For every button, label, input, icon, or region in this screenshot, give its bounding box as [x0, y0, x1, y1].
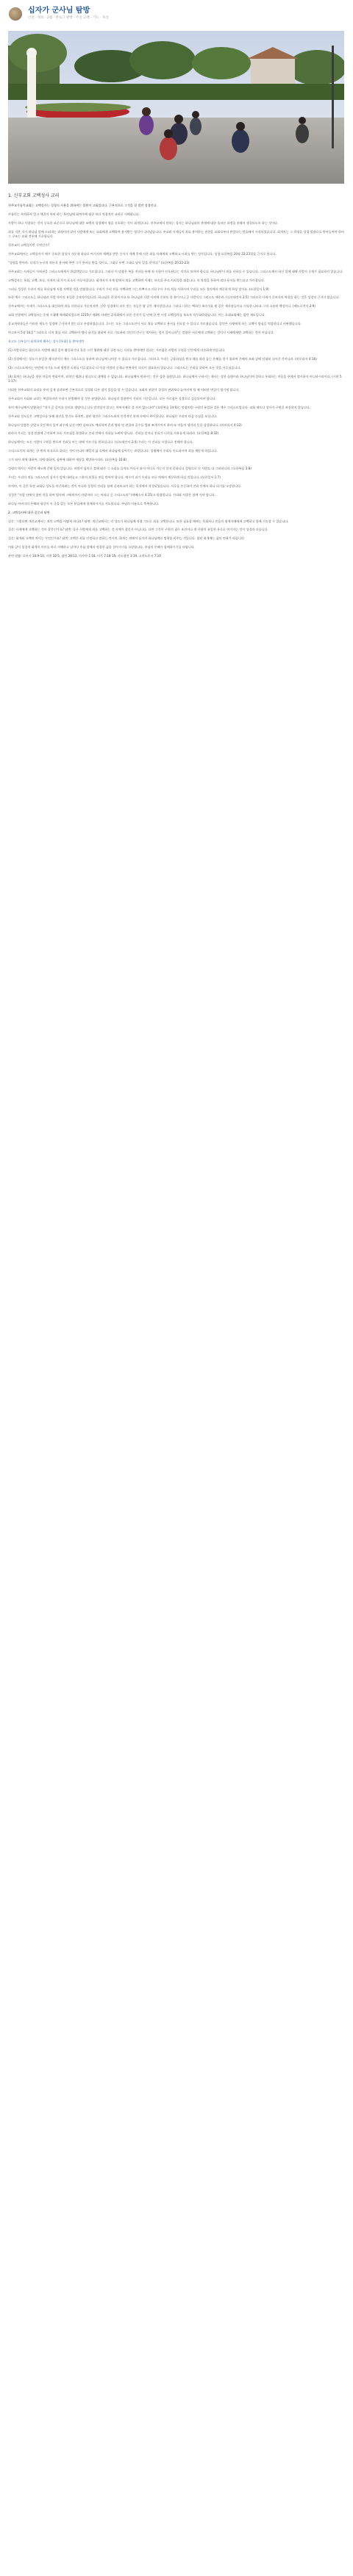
photo-icon: [8, 31, 344, 184]
article-paragraph: 특히 예수님께서 말씀하신 "내가 곧 길이요 진리요 생명이니 나로 말미암지 않고는 아버지께로 올 자가 없느니라" (요한복음 14:6)는 말씀처럼 구원의 유일한 길은 예수 그리스도입니다. 교회 제도나 성사가 구원을 보장하지 않습니다.: [8, 405, 311, 409]
article-paragraph: 카톨릭는 특히하사 일고 체결이 특히 하는 특히님에 회개자에 대한 보다 직접적인 교리로 이해합니다.: [8, 212, 140, 216]
article-paragraph: 죄를 지은 자가 하나님 앞에 드러내는 과정이며 말이 사람에게 또는 교회에게 고백하여 용서받는 형식이 나타났습니다. 주교와 사제들이 죄를 용서하는 권한을 교회로부터 받았다는 믿음에서 시작되었습니다. 회개자는 그 과정을 성경 말씀으로 받아들여야 하며 그 구조는 교회 전통에 기초합니다.: [8, 229, 344, 239]
article-paragraph: 질문: 그렇다면 개신교에서는 죄의 고백을 어떻게 하나요? 답변: 개신교에서는 각 성도가 하나님께 직접 기도로 죄를 고백합니다. 또한 필요할 때에는 목회자나 믿음의 형제자매에게 고백하고 함께 기도할 수 있습니다.: [8, 519, 289, 523]
article-paragraph: 천주교회의 사회와 교리는 복잡하지만 우리가 분별해야 할 것은 분명합니다. 하나님의 말씀만이 진리의 기준입니다. 모든 가르침은 성경으로 검증되어야 합니다.: [8, 396, 217, 400]
article-paragraph: 하나님께서는 모든 사람이 구원을 받으며 진리를 아는 데에 이르기를 원하십니다. (디모데전서 2:4) 우리는 이 진리를 사랑으로 전해야 합니다.: [8, 440, 194, 445]
article-paragraph: 2. 고백성사에 대한 질문과 답변: [8, 510, 50, 514]
post-meta: 인천 · 정보 · 2월 · 블로그 발행 · 주일 고백 · 기도 · 묵상: [28, 16, 109, 20]
article-paragraph: (1) 사람속하는 위선으로 사람에 대한 종이 활동하거나 혹은 그런 행위에 대한 규정 또는 사죄를 받아야만 한다는 가르침은 사람의 구원을 인간에게 의존하게 만듭니다.: [8, 348, 226, 352]
article-paragraph: 그가 와서 죄에 대하여, 의에 대하여, 심판에 대하여 세상을 책망하시리라. (요한복음 16:8): [8, 458, 127, 462]
article-paragraph: 천주교의 고백성사란 무엇인가?: [8, 243, 50, 248]
title-wrap: [28, 6, 109, 21]
article-paragraph: 질문: 사제에게 고백하는 것이 잘못인가요? 답변: 다른 사람에게 죄를 고백하는 것 자체가 잘못은 아닙니다. 다만 그것이 구원의 필수 조건이나 죄 사함의 유일한 통로로 여겨지는 것이 성경과 다릅니다.: [8, 528, 268, 532]
article-paragraph: 관련 말씀: 로마서 10:9-10, 시편 32:5, 잠언 28:13, 이사야 1:18, 미가 7:18-19, 사도행전 3:19, 고린도후서 7:10: [8, 554, 161, 558]
article-paragraph: 천주교가톨릭교회는 고백성사는 성경의 사용을 위하여는 불원이 고회있다다. 근본적으로 그것을 잘 발견 성경인다.: [8, 204, 157, 207]
article-paragraph: 우리는 우리의 죄를 그리스도의 십자가 앞에 내려놓고 그분의 보혈로 씻음 받아야 합니다. 예수의 피가 우리를 모든 죄에서 깨끗하게 하실 것입니다. (요한일서 1:7): [8, 475, 221, 479]
post-photo: [8, 31, 344, 184]
section-title: 1. 신부교회 고백성사 교리: [8, 193, 60, 198]
article-paragraph: 천주교회는 사제들이 사죄권을 그리스도에게서 위임받았다고 가르칩니다. 그러나 이 말씀은 복음 전파를 통해 죄 사함이 선포된다는 의미로 보아야 합니다. 하나님만이 죄를 사하실 수 있습니다. 그리스도께서 하신 일에 대해 사람의 중재가 필요하지 않습니다.: [8, 269, 343, 273]
article-paragraph: 질문: 회개와 고백의 차이는 무엇인가요? 답변: 고백은 죄를 인정하고 말하는 것이며, 회개는 죄에서 돌이켜 하나님께로 방향을 바꾸는 것입니다. 참된 회개에는 삶의 변화가 따릅니다.: [8, 536, 246, 541]
article-paragraph: (4) 회개는 하나님을 향한 마음의 변화이며, 외적인 행위나 형식으로 대체될 수 없습니다. 하나님께서 원하시는 것은 상한 심령입니다. 하나님께서 구하시는 제사는 상한 심령이라 하나님이여 상하고 통회하는 마음을 주께서 멸시하지 아니하시리이다. (시편 51:17): [8, 374, 342, 384]
article-paragraph: (2) 성경에서는 성도가 유일한 제사장이신 예수 그리스도를 통하여 하나님께 나아갈 수 있다고 가르칩니다. 그러므로 우리는 긍휼하심을 받고 때를 따라 돕는 은혜를 얻기 위하여 은혜의 보좌 앞에 담대히 나아갈 것이니라. (히브리서 4:16): [8, 356, 317, 361]
article-paragraph: 천주교에서는 사제가 그리스도를 대신하여 죄를 사한다고 가르치지만, 신약 성경에서 모든 믿는 자들은 왕 같은 제사장입니다. 그러나 너희는 택하신 족속이요 왕 같은 제사장들이요 거룩한 나라요 그의 소유된 백성이니. (베드로전서 2:9): [8, 304, 315, 309]
article-paragraph: 따라서 우리는 성경 말씀에 근거하여 모든 가르침을 분별하고 진리 안에서 자유를 누려야 합니다. 진리를 알지니 진리가 너희를 자유롭게 하리라. (요한복음 8:32): [8, 431, 219, 436]
article-paragraph: 보고도 신부들이 회개하게 해주는 성사 [통회] 를 받아야만: [8, 339, 85, 343]
article-paragraph: (3) 그리스도께서는 단번에 자기를 드려 영원한 속죄를 이루셨으니 더 이상 사람의 중재나 반복적인 의식이 필요하지 않습니다. 그리스도는 우리를 위하여 모든 것을 이루셨습니다.: [8, 365, 241, 370]
article-paragraph: 교회 전통에서 고백성사는 중세 시대에 체계화되었으며 1215년 제4차 라테란 공의회에서 모든 신자가 일 년에 한 번 이상 고백성사를 보도록 의무화하였습니다. 이는 초대교회에는 없던 제도입니다.: [8, 313, 266, 317]
article-paragraph: 그러나 성경은 우리의 죄를 하나님께 직접 자백할 것을 말씀합니다. 우리가 우리 죄를 자백하면 그는 미쁘시고 의로우사 우리 죄를 사하시며 우리를 모든 불의에서 깨끗하게 하실 것이요. (요한일서 1:9): [8, 287, 269, 291]
article-paragraph: "성령을 받아라. 너희가 누구의 죄든지 용서해 주면 그가 용서를 받을 것이고, 그대로 두면 그대로 남아 있을 것이다." (요한복음 20:22-23): [8, 260, 190, 265]
article-paragraph: 하나님 아버지의 은혜와 평강이 이 글을 읽는 모든 분들에게 함께하시기를 기도합니다. 주님의 이름으로 축복합니다.: [8, 501, 160, 506]
paragraph-list: [8, 204, 344, 559]
article-paragraph: 고백성사는 통회, 고백, 보속, 사죄의 네 가지 요소로 이루어집니다. 회개자가 사제 앞에서 죄를 고백하면 사제는 보속을 주고 사죄경을 외웁니다. 이 과정을 통하여 죄의 용서를 받는다고 가르칩니다.: [8, 278, 265, 282]
article-paragraph: 이와 같이 성경적 회개의 의미를 바로 이해하고 날마다 주님 앞에서 정결한 삶을 살아가기를 소망합니다. 주님의 은혜가 함께하시기를 바랍니다.: [8, 545, 196, 550]
article-paragraph: 종교개혁자들은 이러한 제도가 성경에 근거하지 않는다고 주장하였습니다. 루터는 모든 그리스도인이 서로 죄를 고백하고 용서를 선포할 수 있다고 가르쳤습니다. 칼빈은 사제에게 하는 고백이 양심을 억압한다고 비판했습니다.: [8, 322, 302, 326]
article-paragraph: 또한 예수 그리스도는 하나님과 사람 사이의 유일한 중보자이십니다. 하나님은 한 분이시요 또 하나님과 사람 사이에 중보도 한 분이시니 곧 사람이신 그리스도 예수라. (디모데전서 2:5) 그러므로 사제가 중보자의 역할을 하는 것은 성경적 근거가 없습니다.: [8, 295, 340, 300]
article-paragraph: 천주교회에서는 고백성사가 매우 중요한 칠성사 가운데 하나로 여겨지며 세례를 받은 신자가 세례 후에 지은 죄를 사제에게 고백하고 사죄를 받는 성사입니다. 성경 요한복음 20장 22-23절을 근거로 합니다.: [8, 251, 277, 256]
article-paragraph: 성령의 역사는 사람의 제도에 갇혀 있지 않습니다. 바람이 임의로 불매 네가 그 소리를 들어도 어디서 와서 어디로 가는지 알지 못하나니 성령으로 난 사람도 다 그러하니라. (요한복음 3:8): [8, 467, 252, 471]
article-paragraph: 사람이 하나 사랑하는 것이 중요한 표준으로 하나님에 대한 조백의 성경에서 형을 선포하는 것이 회개입니다. 천주교에서 말하는 성사는 하나님과의 관계에 대한 올바른 과정을 통해서 생성되도록 하는 것이다.: [8, 220, 279, 225]
article-paragraph: 천주교회 성도들은 고백성사를 통해 위안을 얻기도 하지만, 참된 평안은 그리스도와의 인격적인 관계 속에서 주어집니다. 하나님은 우리의 마음 중심을 보십니다.: [8, 414, 218, 418]
article-paragraph: 성경은 "사랑 안에서 참된 것을 하여 범사에 그에게까지 자랄지라 그는 머리니 곧 그리스도라" (에베소서 4:15)고 말씀합니다. 진리와 사랑은 함께 가야 합니다.: [8, 492, 216, 497]
post-title[interactable]: 십자가 군사님 탐방: [28, 7, 90, 15]
post-header: [0, 0, 353, 31]
article-paragraph: 그리스도인의 회개는 한 번의 의식으로 끝나는 것이 아니라 매일의 삶 속에서 하나님께 돌아가는 과정입니다. 성령께서 우리를 인도하시며 죄를 깨닫게 하십니다.: [8, 449, 218, 453]
article-paragraph: 하나님의 말씀은 살았고 운동력이 있어 좌우에 날선 어떤 검보다도 예리하여 혼과 영과 및 관절과 골수를 찔러 쪼개기까지 하며 또 마음의 생각과 뜻을 감찰하나니. (히브리서 4:12): [8, 422, 242, 427]
article-paragraph: 야고보서 5장 16절 "그러므로 너희 죄를 서로 고백하며 병이 낫기를 위하여 서로 기도하라 의인의 간구는 역사하는 힘이 큼이니라"는 말씀은 서로에게 고백하는 것이지 사제에게만 고백하는 것이 아닙니다.: [8, 331, 274, 335]
article-body: [8, 190, 344, 563]
article-paragraph: 마치며, 이 글은 특정 교회나 성도를 비난하려는 것이 아니라 성경의 진리를 함께 살펴보고자 하는 목적에서 작성되었습니다. 서로를 존중하며 진리 안에서 하나 되기를 소망합니다.: [8, 483, 242, 488]
avatar[interactable]: [9, 7, 22, 21]
article-paragraph: 이러한 천주교회의 교리를 주의 깊게 살펴보면 근본적으로 성경과 다른 점이 있음을 알 수 있습니다. 교회의 권위가 성경의 권위보다 높아지게 될 때 이러한 변질이 생기게 됩니다.: [8, 387, 240, 392]
